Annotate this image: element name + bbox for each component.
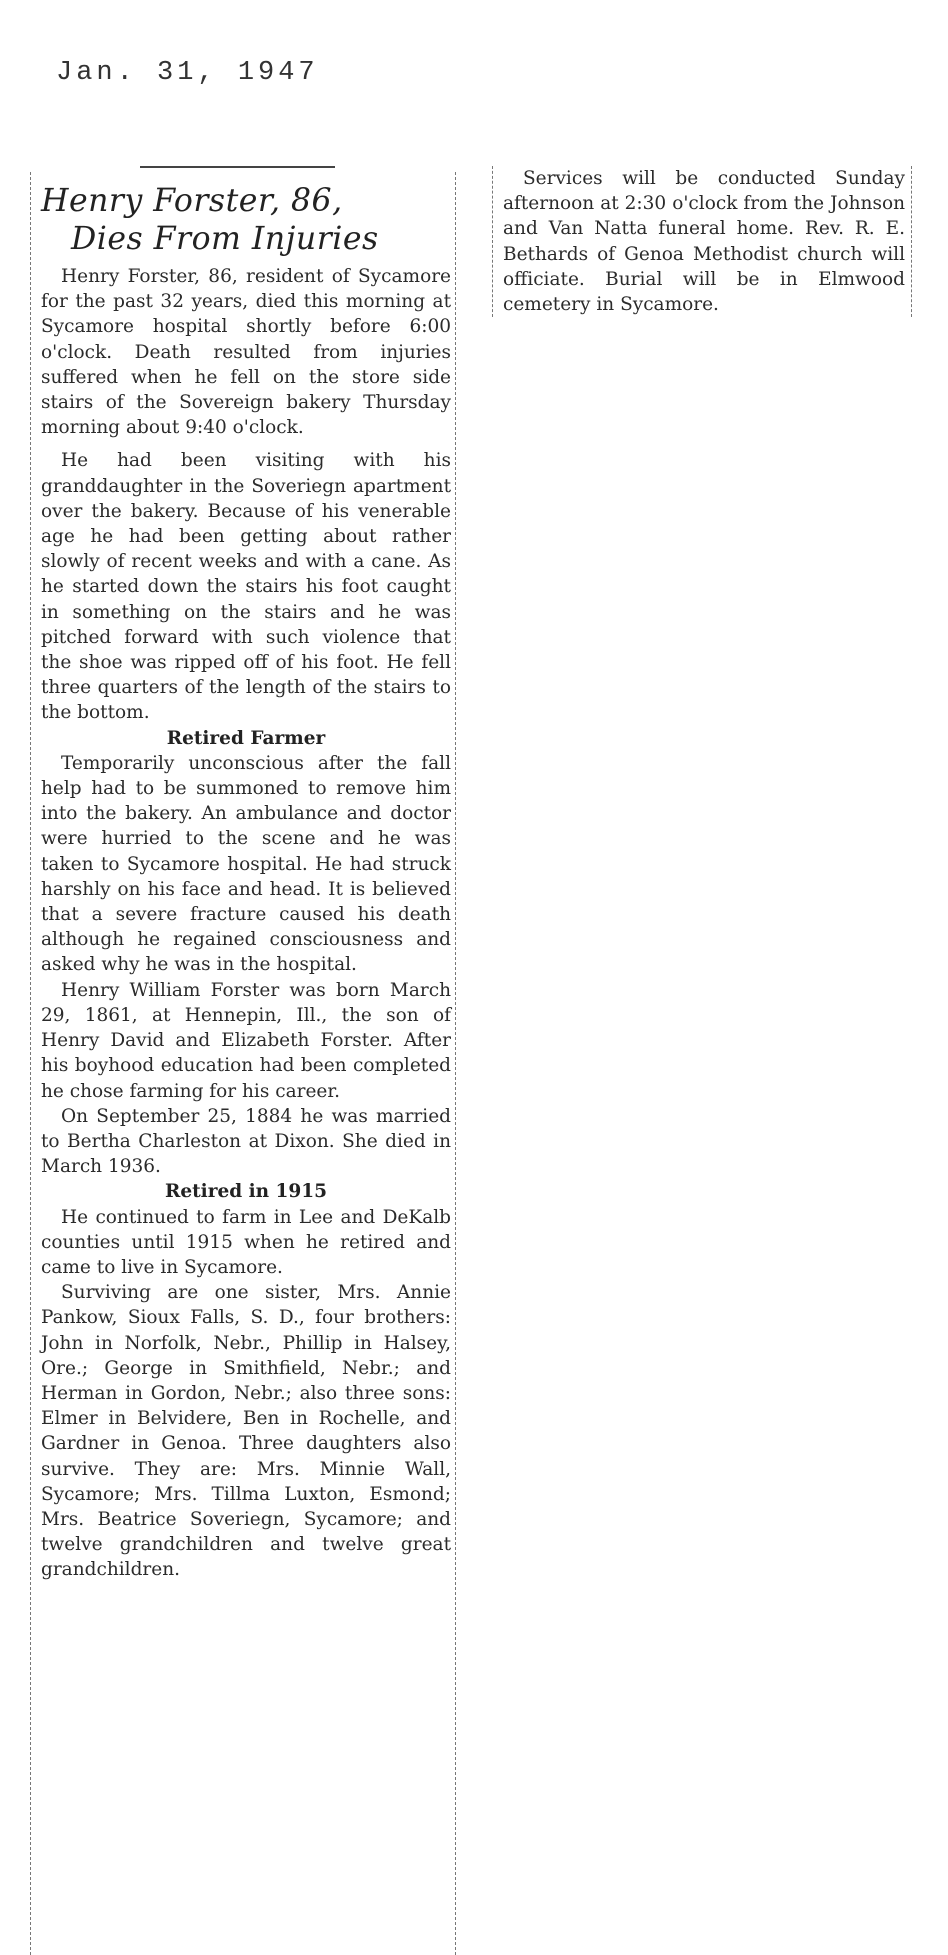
paragraph-4: Henry William Forster was born March 29, 1861, at Hennepin, Ill., the son of Henry David and Elizabeth Forster. After his boyhood education had been completed he chose farming for his career. bbox=[41, 979, 451, 1102]
article-headline bbox=[41, 182, 451, 258]
article-column-right bbox=[492, 166, 912, 317]
paragraph-7: Surviving are one sister, Mrs. Annie Pankow, Sioux Falls, S. D., four brothers: John in Norfolk, Nebr., Phillip in Halsey, Ore.; George in Smithfield, Nebr.; and Herman in Gordon, Nebr.; also three sons: Elmer in Belvidere, Ben in Rochelle, and Gardner in Genoa. Three daughters also survive. They are: Mrs. Minnie Wall, Sycamore; Mrs. Tillma Luxton, Esmond; Mrs. Beatrice Soveriegn, Sycamore; and twelve grandchildren and twelve great grandchildren. bbox=[41, 1282, 451, 1581]
subheading-retired-farmer: Retired Farmer bbox=[166, 727, 326, 749]
article-column-left bbox=[30, 172, 456, 1955]
paragraph-6: He continued to farm in Lee and DeKalb counties until 1915 when he retired and came to live in Sycamore. bbox=[41, 1206, 451, 1278]
subheading-retired-1915: Retired in 1915 bbox=[164, 1181, 328, 1203]
paragraph-5: On September 25, 1884 he was married to Bertha Charleston at Dixon. She died in March 1936. bbox=[41, 1105, 451, 1178]
headline-rule bbox=[140, 166, 335, 168]
paragraph-2: He had been visiting with his granddaughter in the Soveriegn apartment over the bakery. Because of his venerable age he had been getting about rather slowly of recent weeks and with a cane. As he started down the stairs his foot caught in something on the stairs and he was pitched forward with such violence that the shoe was ripped off of his foot. He fell three quarters of the length of the stairs to the bottom. bbox=[41, 450, 451, 724]
paragraph-3: Temporarily unconscious after the fall help had to be summoned to remove him into the bakery. An ambulance and doctor were hurried to the scene and he was taken to Sycamore hospital. He had struck harshly on his face and head. It is believed that a severe fracture caused his death although he regained consciousness and asked why he was in the hospital. bbox=[41, 752, 451, 976]
headline-line-2: Dies From Injuries bbox=[71, 221, 379, 257]
headline-line-1: Henry Forster, 86, bbox=[41, 183, 343, 219]
paragraph-1: Henry Forster, 86, resident of Sycamore for the past 32 years, died this morning at Sycamore hospital shortly before 6:00 o'clock. Death resulted from injuries suffered when he fell on the store side stairs of the Sovereign bakery Thursday morning about 9:40 o'clock. bbox=[41, 266, 451, 439]
paragraph-services: Services will be conducted Sunday afternoon at 2:30 o'clock from the Johnson and Van Natta funeral home. Rev. R. E. Bethards of Genoa Methodist church will officiate. Burial will be in Elmwood cemetery in Sycamore. bbox=[503, 168, 905, 316]
clipping-date: Jan. 31, 1947 bbox=[56, 58, 319, 88]
